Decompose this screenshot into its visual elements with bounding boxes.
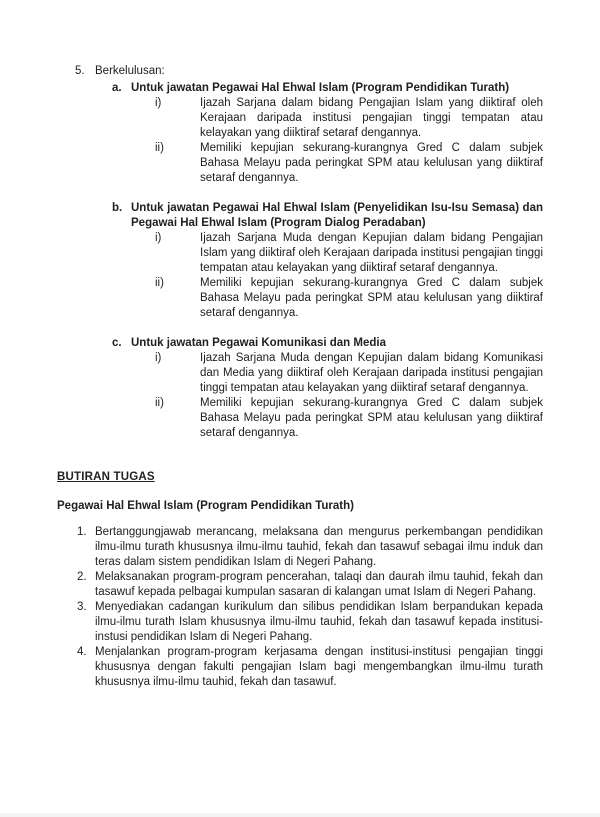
- duties-section: [57, 470, 543, 690]
- duty-item-1: [77, 525, 543, 570]
- requirement-b-i: [155, 231, 543, 276]
- section-number: 5.: [75, 65, 85, 77]
- requirement-text: Ijazah Sarjana Muda dengan Kepujian dalam bidang Komunikasi dan Media yang diiktiraf oleh Kerajaan daripada institusi pengajian tinggi tempatan atau kelayakan yang diiktiraf setaraf dengannya.: [200, 352, 543, 394]
- item-heading: Untuk jawatan Pegawai Hal Ehwal Islam (Program Pendidikan Turath): [131, 82, 510, 94]
- duties-heading: BUTIRAN TUGAS: [57, 471, 155, 483]
- roman-label: ii): [155, 277, 164, 289]
- roman-label: i): [155, 232, 162, 244]
- requirement-text: Memiliki kepujian sekurang-kurangnya Gred C dalam subjek Bahasa Melayu pada peringkat SPM atau kelulusan yang diiktiraf setaraf dengannya.: [200, 397, 543, 439]
- requirement-c-ii: [155, 396, 543, 441]
- roman-label: ii): [155, 397, 164, 409]
- roman-label: i): [155, 352, 162, 364]
- duty-number: 1.: [77, 526, 87, 538]
- requirement-b-ii: [155, 276, 543, 321]
- requirement-a-ii: [155, 141, 543, 186]
- roman-label: ii): [155, 142, 164, 154]
- duty-item-4: [77, 645, 543, 690]
- scan-edge-shadow: [0, 813, 600, 817]
- duty-text: Melaksanakan program-program pencerahan, talaqi dan daurah ilmu tauhid, fekah dan tasawuf kepada pelbagai kumpulan sasaran di kalangan umat Islam di Negeri Pahang.: [95, 571, 543, 598]
- item-letter: b.: [112, 202, 123, 214]
- item-heading: Untuk jawatan Pegawai Komunikasi dan Media: [131, 337, 386, 349]
- duty-text: Bertanggungjawab merancang, melaksana dan mengurus perkembangan pendidikan ilmu-ilmu turath khususnya ilmu-ilmu tauhid, fekah dan tasawuf sebagai ilmu induk dan teras dalam sistem pendidikan Islam di Negeri Pahang.: [95, 526, 543, 568]
- qualification-item-b-heading: [112, 201, 543, 231]
- qualification-item-c-heading: [112, 336, 543, 351]
- duty-text: Menyediakan cadangan kurikulum dan silibus pendidikan Islam berpandukan kepada ilmu-ilmu turath Islam khususnya ilmu-ilmu tauhid, fekah dan tasawuf kepada institusi-instusi pendidikan Islam di Negeri Pahang.: [95, 601, 543, 643]
- roman-label: i): [155, 97, 162, 109]
- item-letter: a.: [112, 82, 122, 94]
- requirement-text: Ijazah Sarjana Muda dengan Kepujian dalam bidang Pengajian Islam yang diiktiraf oleh Kerajaan daripada institusi pengajian tinggi tempatan atau kelayakan yang diiktiraf setaraf dengannya.: [200, 232, 543, 274]
- requirement-text: Memiliki kepujian sekurang-kurangnya Gred C dalam subjek Bahasa Melayu pada peringkat SPM atau kelulusan yang diiktiraf setaraf dengannya.: [200, 277, 543, 319]
- duty-number: 3.: [77, 601, 87, 613]
- duty-item-2: [77, 570, 543, 600]
- qualification-item-a-heading: [112, 81, 543, 96]
- requirement-text: Ijazah Sarjana dalam bidang Pengajian Islam yang diiktiraf oleh Kerajaan daripada institusi pengajian tinggi tempatan atau kelayakan yang diiktiraf setaraf dengannya.: [200, 97, 543, 139]
- qualifications-section-header: [75, 64, 543, 79]
- duty-number: 2.: [77, 571, 87, 583]
- section-title: Berkelulusan:: [95, 65, 165, 77]
- duty-text: Menjalankan program-program kerjasama dengan institusi-institusi pengajian tinggi khususnya dengan fakulti pengajian Islam bagi mengembangkan ilmu-ilmu turath khususnya ilmu-ilmu tauhid, fekah dan tasawuf.: [95, 646, 543, 688]
- requirement-c-i: [155, 351, 543, 396]
- requirement-text: Memiliki kepujian sekurang-kurangnya Gred C dalam subjek Bahasa Melayu pada peringkat SPM atau kelulusan yang diiktiraf setaraf dengannya.: [200, 142, 543, 184]
- item-heading: Untuk jawatan Pegawai Hal Ehwal Islam (Penyelidikan Isu-Isu Semasa) dan Pegawai Hal Ehwal Islam (Program Dialog Peradaban): [131, 202, 543, 229]
- duties-list: [57, 525, 543, 690]
- document-content: [57, 64, 543, 690]
- duties-subheading: Pegawai Hal Ehwal Islam (Program Pendidikan Turath): [57, 500, 354, 512]
- item-letter: c.: [112, 337, 122, 349]
- duty-number: 4.: [77, 646, 87, 658]
- requirement-a-i: [155, 96, 543, 141]
- duty-item-3: [77, 600, 543, 645]
